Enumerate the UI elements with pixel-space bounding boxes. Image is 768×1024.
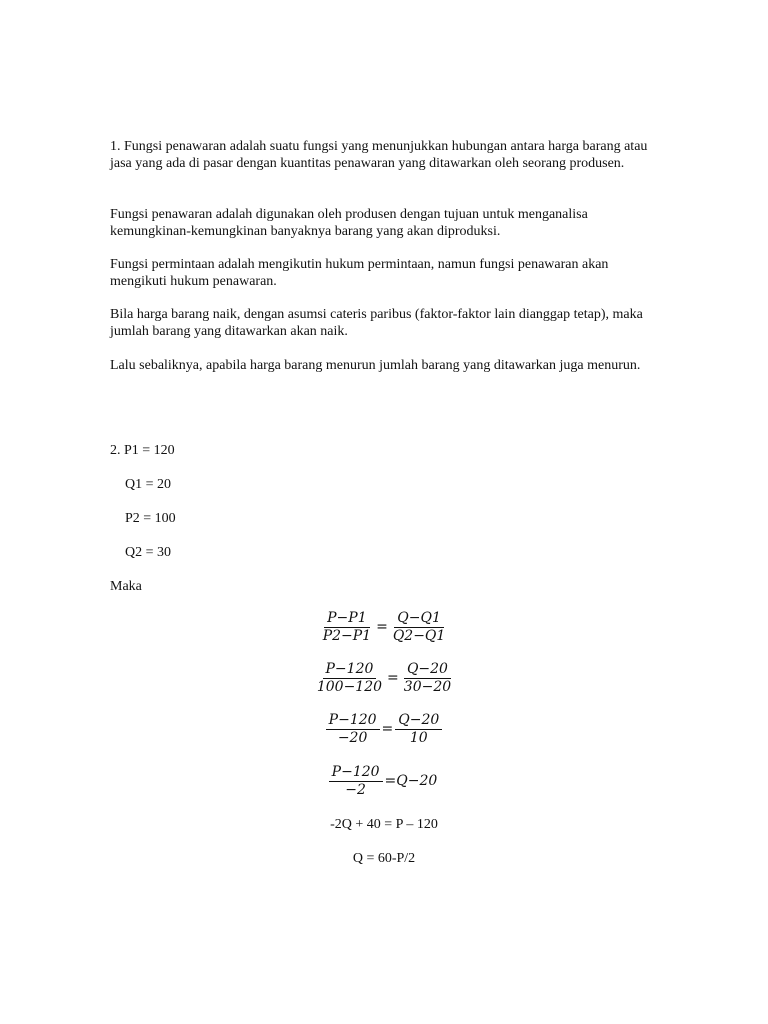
equation-1-left-denominator: P2−P1 [322,628,372,644]
equation-2-right-numerator: Q−20 [404,661,451,679]
equation-2-right-fraction [401,661,454,696]
equation-1-right-fraction [390,610,449,645]
equation-4-right-side: =Q−20 [384,773,438,789]
equation-3-right-numerator: Q−20 [395,712,442,730]
equation-4 [0,764,768,799]
q1-paragraph-5: Lalu sebaliknya, apabila harga barang menurun jumlah barang yang ditawarkan juga menurun. [110,358,641,373]
equation-5: -2Q + 40 = P – 120 [330,817,438,832]
equation-3-left-fraction [326,712,380,747]
equation-3-right-denominator: 10 [409,730,428,746]
equation-4-left-denominator: −2 [345,782,366,798]
equation-2-right-denominator: 30−20 [403,679,452,695]
q1-paragraph-3: Fungsi permintaan adalah mengikutin hukum permintaan, namun fungsi penawaran akan mengikuti hukum penawaran. [110,257,609,289]
q2-given-p2: P2 = 100 [125,511,176,526]
equals-sign: = [381,721,394,737]
equation-3-right-fraction [395,712,442,747]
q2-maka-label: Maka [110,579,142,594]
equation-2-left-numerator: P−120 [323,661,377,679]
equation-2-left-denominator: 100−120 [316,679,383,695]
q1-paragraph-1: 1. Fungsi penawaran adalah suatu fungsi yang menunjukkan hubungan antara harga barang atau jasa yang ada di pasar dengan kuantitas penawaran yang ditawarkan oleh seorang produsen. [110,139,648,171]
equals-sign: = [387,670,399,686]
equation-1 [0,610,768,645]
equation-2-left-fraction [314,661,385,696]
equation-1-right-denominator: Q2−Q1 [392,628,446,644]
equation-3-left-denominator: −20 [337,730,368,746]
q2-given-p1: 2. P1 = 120 [110,443,175,458]
equation-1-left-fraction [320,610,374,645]
equation-3-left-numerator: P−120 [326,712,380,730]
q2-given-q2: Q2 = 30 [125,545,172,560]
q1-paragraph-4: Bila harga barang naik, dengan asumsi cateris paribus (faktor-faktor lain dianggap tetap), maka jumlah barang yang ditawarkan akan naik. [110,307,643,339]
equation-4-left-numerator: P−120 [329,764,383,782]
q2-given-q1: Q1 = 20 [125,477,172,492]
equation-3 [0,712,768,747]
q1-paragraph-2: Fungsi penawaran adalah digunakan oleh produsen dengan tujuan untuk menganalisa kemungkinan-kemungkinan banyaknya barang yang akan diproduksi. [110,207,588,239]
equation-1-left-numerator: P−P1 [324,610,369,628]
equation-6: Q = 60-P/2 [352,851,416,866]
equation-4-left-fraction [329,764,383,799]
equation-1-right-numerator: Q−Q1 [394,610,444,628]
equation-2 [0,661,768,696]
equals-sign: = [376,619,388,635]
